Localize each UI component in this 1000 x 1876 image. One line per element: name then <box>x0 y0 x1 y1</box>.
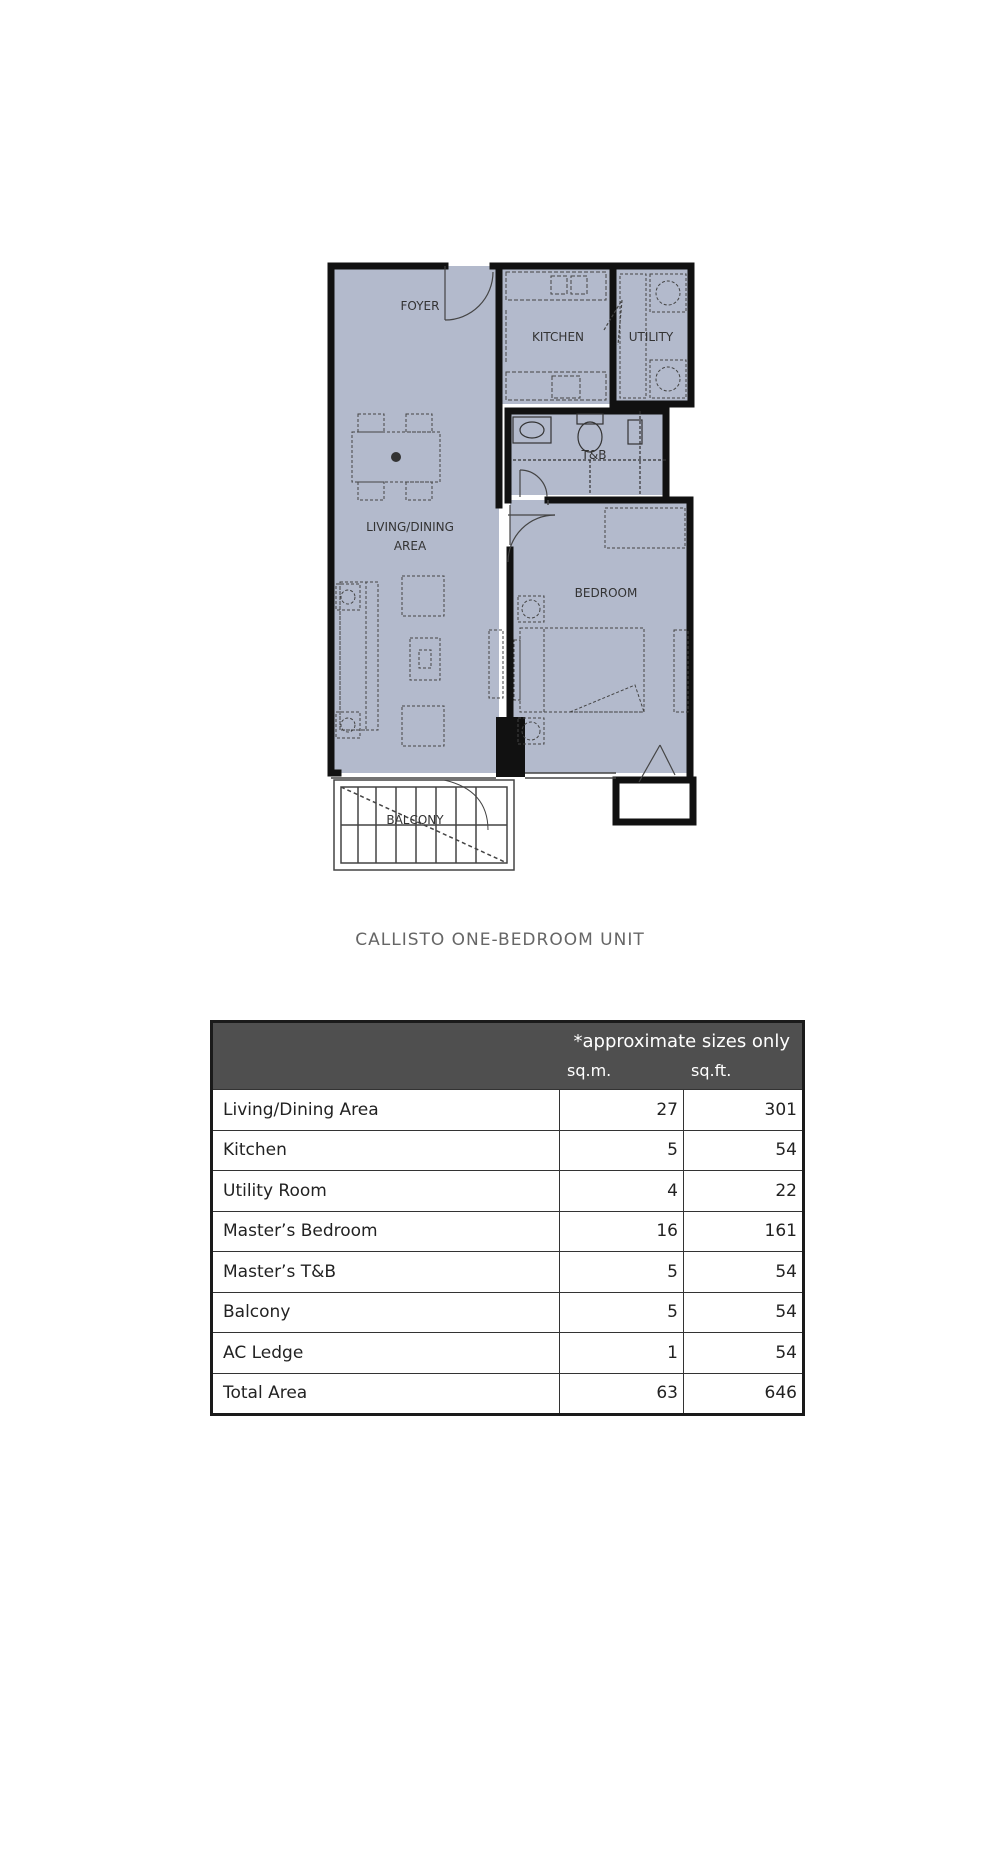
sqm-value: 1 <box>560 1333 684 1373</box>
room-name: Total Area <box>213 1374 560 1414</box>
room-name: Master’s Bedroom <box>213 1212 560 1252</box>
label-living-line2: AREA <box>393 539 427 553</box>
sqft-value: 54 <box>775 1261 797 1282</box>
bedroom-fill <box>510 500 690 773</box>
label-utility: UTILITY <box>628 330 674 344</box>
label-kitchen: KITCHEN <box>532 330 584 344</box>
room-name: Kitchen <box>213 1131 560 1171</box>
sqft-value: 54 <box>775 1140 797 1161</box>
room-name: AC Ledge <box>213 1333 560 1373</box>
sqft-value: 161 <box>764 1221 797 1242</box>
label-bedroom: BEDROOM <box>574 586 638 600</box>
sqft-value: 301 <box>764 1099 797 1120</box>
sqft-value: 54 <box>775 1302 797 1323</box>
column-header-sqft: sq.ft. <box>691 1061 732 1080</box>
table-row <box>213 1332 802 1373</box>
room-name: Balcony <box>213 1293 560 1333</box>
sqm-value: 5 <box>560 1252 684 1292</box>
room-name: Living/Dining Area <box>213 1090 560 1130</box>
label-balcony: BALCONY <box>386 813 444 827</box>
table-row <box>213 1251 802 1292</box>
sqm-value: 27 <box>560 1090 684 1130</box>
sqm-value: 16 <box>560 1212 684 1252</box>
plan-caption: CALLISTO ONE-BEDROOM UNIT <box>355 930 645 950</box>
sqm-value: 63 <box>560 1374 684 1414</box>
label-foyer: FOYER <box>400 299 440 313</box>
sqft-value: 22 <box>775 1180 797 1201</box>
table-row <box>213 1089 802 1130</box>
table-note: *approximate sizes only <box>573 1031 790 1052</box>
label-tb: T&B <box>581 448 607 462</box>
floor-plan <box>0 0 1000 900</box>
table-header <box>213 1023 802 1089</box>
sqft-value: 54 <box>775 1342 797 1363</box>
room-name: Master’s T&B <box>213 1252 560 1292</box>
table-row <box>213 1211 802 1252</box>
sqft-value: 646 <box>764 1383 797 1404</box>
room-name: Utility Room <box>213 1171 560 1211</box>
table-row-total <box>213 1373 802 1414</box>
structural-column <box>496 717 525 777</box>
table-row <box>213 1292 802 1333</box>
sqm-value: 5 <box>560 1131 684 1171</box>
table-row <box>213 1170 802 1211</box>
table-row <box>213 1130 802 1171</box>
sqm-value: 4 <box>560 1171 684 1211</box>
label-living-line1: LIVING/DINING <box>366 520 454 534</box>
area-table <box>210 1020 805 1416</box>
column-header-sqm: sq.m. <box>567 1061 612 1080</box>
sqm-value: 5 <box>560 1293 684 1333</box>
